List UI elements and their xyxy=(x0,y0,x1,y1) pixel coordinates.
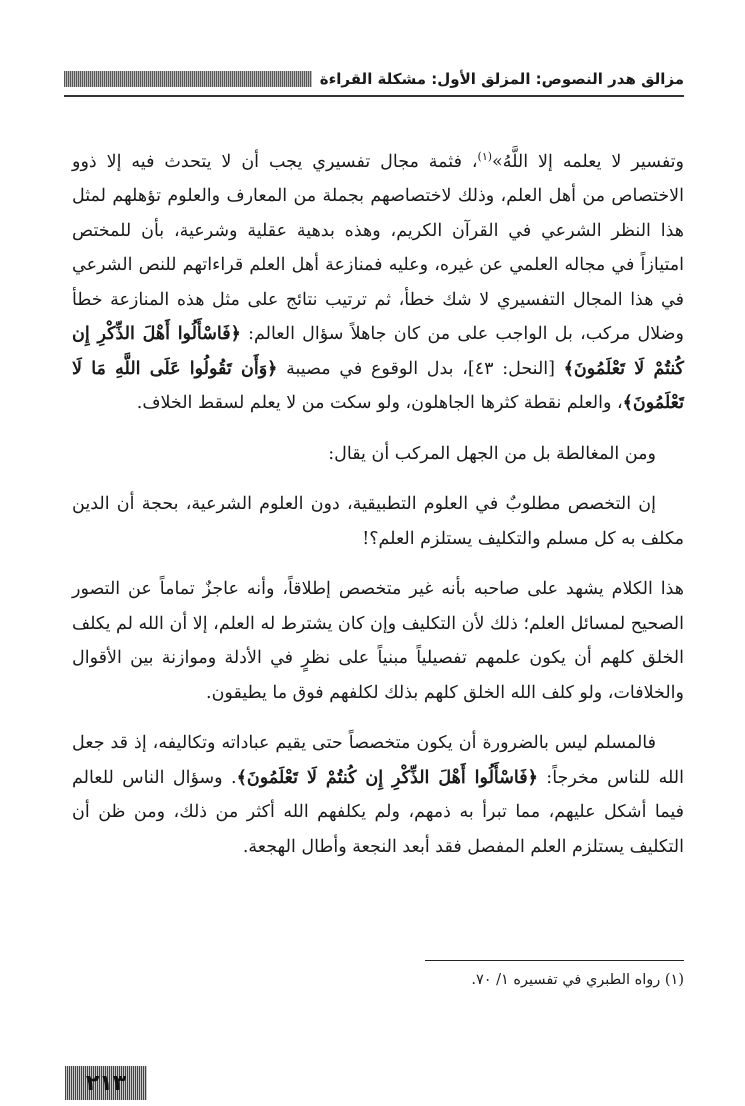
p5-text-a: فالمسلم ليس بالضرورة أن يكون متخصصاً حتى يقيم عباداته وتكاليفه، إذ قد جعل الله للناس مخرجاً: xyxy=(72,733,684,788)
header-title: مزالق هدر النصوص: المزلق الأول: مشكلة القراءة xyxy=(319,70,684,88)
footnote: (١) رواه الطبري في تفسيره ١/ ٧٠. xyxy=(471,972,684,988)
paragraph-4: هذا الكلام يشهد على صاحبه بأنه غير متخصص إطلاقاً، وأنه عاجزٌ تماماً عن التصور الصحيح لمسائل العلم؛ ذلك لأن التكليف وإن كان يشترط له العلم، إلا أن الله لم يكلف الخلق كلهم أن يكون علمهم تفصيلياً مبنياً على نظرٍ في الأدلة وموازنة بين الأقوال والخلافات، ولو كلف الله الخلق كلهم بذلك لكلفهم فوق ما يطيقون. xyxy=(72,579,684,703)
footnote-reference: (١) xyxy=(477,150,493,163)
p1-text-d: ، والعلم نقطة كثرها الجاهلون، ولو سكت من لا يعلم لسقط الخلاف. xyxy=(136,393,623,414)
quran-verse-2: ﴿وَأَن تَقُولُوا عَلَى اللَّهِ مَا لَا تَعْلَمُونَ﴾ xyxy=(72,358,684,414)
body-text xyxy=(72,140,684,864)
header-rule xyxy=(64,95,684,97)
header-ornament-bar xyxy=(64,71,312,87)
p1-text-a: وتفسير لا يعلمه إلا اللَّهُ» xyxy=(492,151,685,172)
footnote-rule xyxy=(425,960,684,961)
p1-text-c: [النحل: ٤٣]، بدل الوقوع في مصيبة xyxy=(277,358,564,379)
paragraph-5 xyxy=(72,726,684,864)
quran-verse-3: ﴿فَاسْأَلُوا أَهْلَ الذِّكْرِ إِن كُنتُمْ لَا تَعْلَمُونَ﴾ xyxy=(236,767,538,788)
p5-text-b: . وسؤال الناس للعالم فيما أشكل عليهم، مما تبرأ به ذمهم، ولم يكلفهم الله أكثر من ذلك، ومن ظن أن التكليف يستلزم العلم المفصل فقد أبعد النجعة وأطال الهجعة. xyxy=(72,767,684,857)
p1-text-b: ، فثمة مجال تفسيري يجب أن لا يتحدث فيه إلا ذوو الاختصاص من أهل العلم، وذلك لاختصاصهم بجملة من المعارف والعلوم تؤهلهم لمثل هذا النظر الشرعي في القرآن الكريم، وهذه بدهية عقلية وشرعية، بأن للمختص امتيازاً في مجاله العلمي عن غيره، وعليه فمنازعة أهل العلم قراءاتهم للنص الشرعي في هذا المجال التفسيري لا شك خطأ، ثم ترتيب نتائج على مثل هذه المنازعة خطأ وضلال مركب، بل الواجب على من كان جاهلاً سؤال العالم: xyxy=(72,151,684,345)
quran-verse-1: ﴿فَاسْأَلُوا أَهْلَ الذِّكْرِ إِن كُنتُمْ لَا تَعْلَمُونَ﴾ xyxy=(72,324,685,379)
paragraph-2: ومن المغالطة بل من الجهل المركب أن يقال: xyxy=(328,443,656,464)
paragraph-1 xyxy=(72,140,684,421)
page-number-label: ٢١٣ xyxy=(85,1070,127,1096)
paragraph-3: إن التخصص مطلوبٌ في العلوم التطبيقية، دون العلوم الشرعية، بحجة أن الدين مكلف به كل مسلم والتكليف يستلزم العلم؟! xyxy=(72,494,684,549)
page-number xyxy=(65,1066,147,1100)
running-header xyxy=(64,66,684,92)
